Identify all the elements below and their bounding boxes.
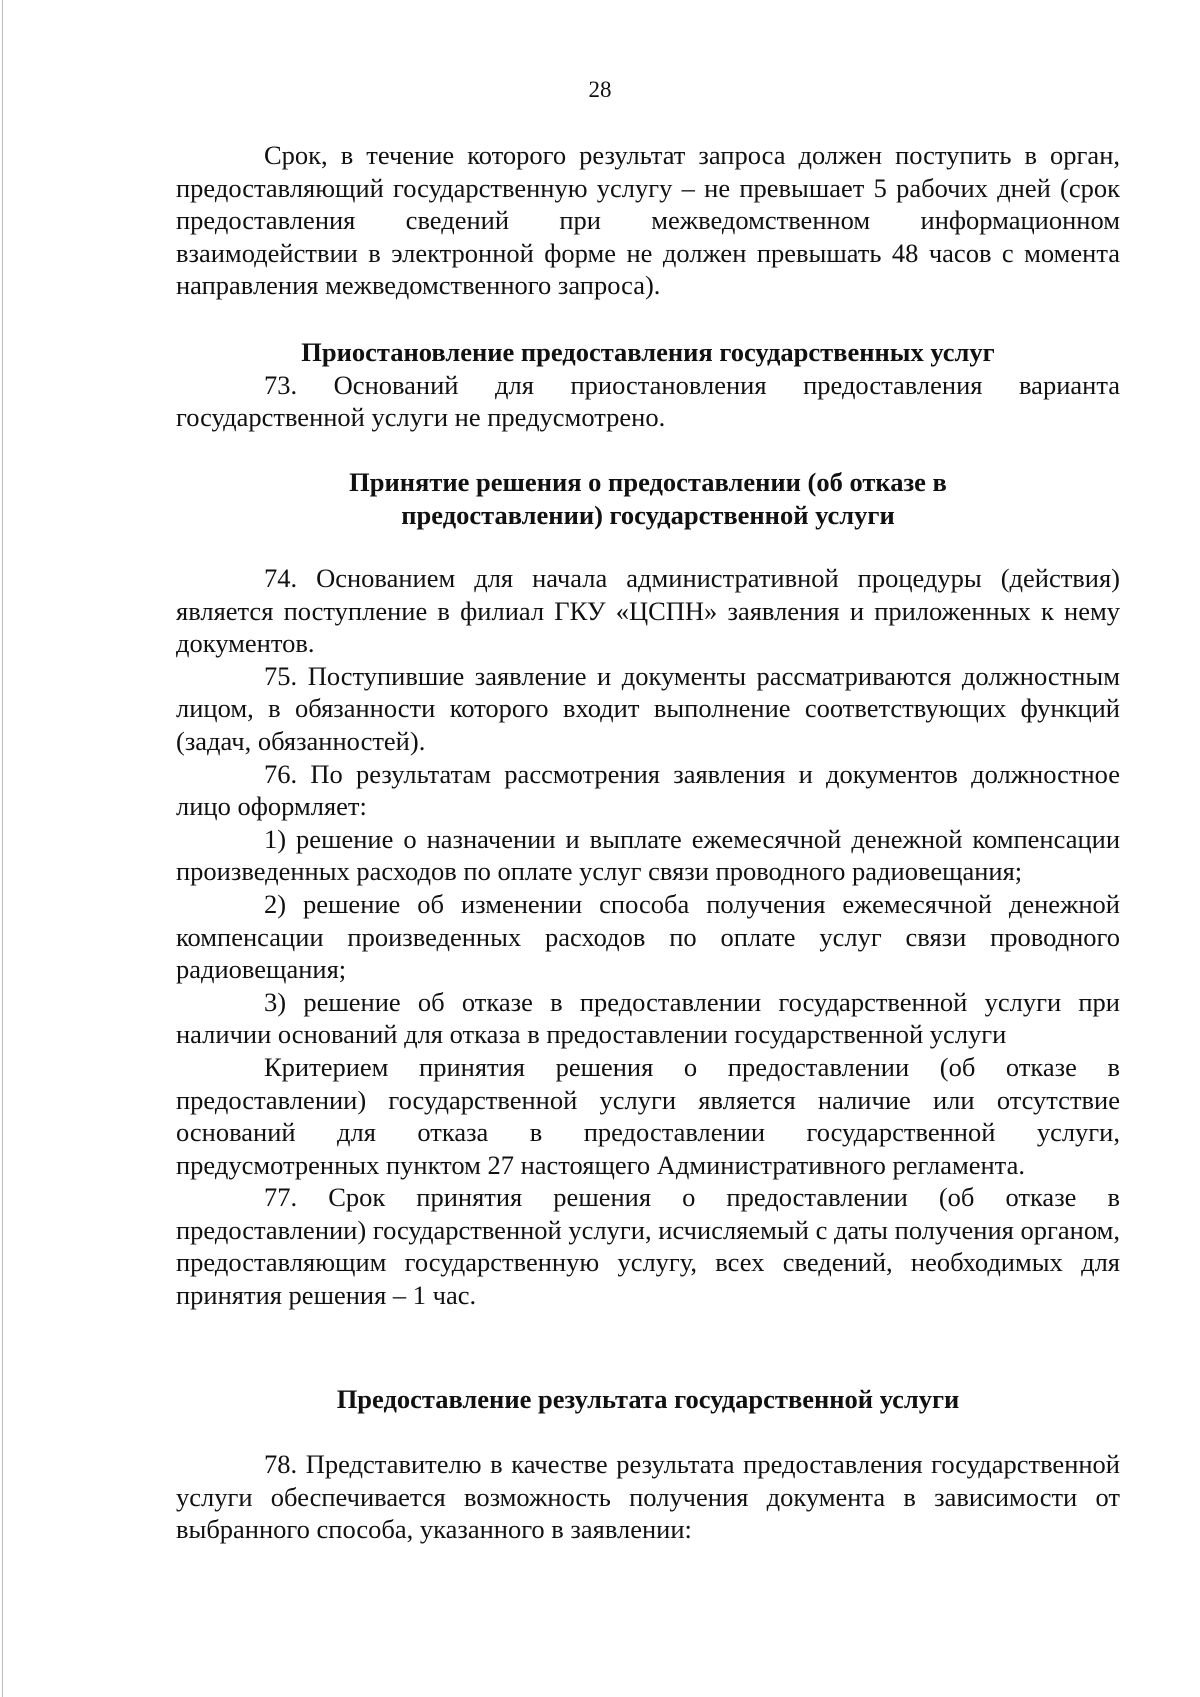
section-suspension (176, 336, 1120, 434)
paragraph-74: 74. Основанием для начала административной процедуры (действия) является поступление в филиал ГКУ «ЦСПН» заявления и приложенных к нему документов. (176, 563, 1120, 659)
heading-result: Предоставление результата государственной услуги (336, 1384, 960, 1414)
scan-edge-line (2, 0, 3, 1697)
list-item-76-2: 2) решение об изменении способа получения ежемесячной денежной компенсации произведенных расходов по оплате услуг связи проводного радиовещания; (176, 888, 1120, 985)
paragraph-criterion: Критерием принятия решения о предоставлении (об отказе в предоставлении) государственной услуги является наличие или отсутствие оснований для отказа в предоставлении государственной услуги, предусмотренных пунктом 27 настоящего Административного регламента. (176, 1051, 1120, 1180)
paragraph-78: 78. Представителю в качестве результата предоставления государственной услуги обеспечивается возможность получения документа в зависимости от выбранного способа, указанного в заявлении: (176, 1449, 1120, 1545)
section-request-deadline (176, 139, 1120, 302)
list-item-76-1: 1) решение о назначении и выплате ежемесячной денежной компенсации произведенных расходов по оплате услуг связи проводного радиовещания; (176, 823, 1120, 887)
section-decision-body (176, 562, 1120, 1312)
heading-suspension: Приостановление предоставления государственных услуг (301, 337, 995, 367)
section-result (176, 1383, 1120, 1416)
paragraph-76: 76. По результатам рассмотрения заявления и документов должностное лицо оформляет: (176, 758, 1120, 822)
section-decision (176, 466, 1120, 531)
paragraph-75: 75. Поступившие заявление и документы рассматриваются должностным лицом, в обязанности которого входит выполнение соответствующих функций (задач, обязанностей). (176, 660, 1120, 756)
paragraph-77: 77. Срок принятия решения о предоставлении (об отказе в предоставлении) государственной услуги, исчисляемый с даты получения органом, предоставляющим государственную услугу, всех сведений, необходимых для принятия решения – 1 час. (176, 1182, 1120, 1311)
list-item-76-3: 3) решение об отказе в предоставлении государственной услуги при наличии оснований для отказа в предоставлении государственной услуги (176, 986, 1120, 1050)
section-result-body (176, 1448, 1120, 1546)
paragraph-73: 73. Оснований для приостановления предоставления варианта государственной услуги не предусмотрено. (176, 369, 1120, 433)
heading-decision-line1: Принятие решения о предоставлении (об отказе в (349, 467, 947, 497)
paragraph-request-deadline: Срок, в течение которого результат запроса должен поступить в орган, предоставляющий государственную услугу – не превышает 5 рабочих дней (срок предоставления сведений при межведомственном информационном взаимодействии в электронной форме не должен превышать 48 часов с момента направления межведомственного запроса). (176, 140, 1120, 301)
page-number: 28 (588, 77, 612, 102)
heading-decision-line2: предоставлении) государственной услуги (401, 499, 895, 530)
